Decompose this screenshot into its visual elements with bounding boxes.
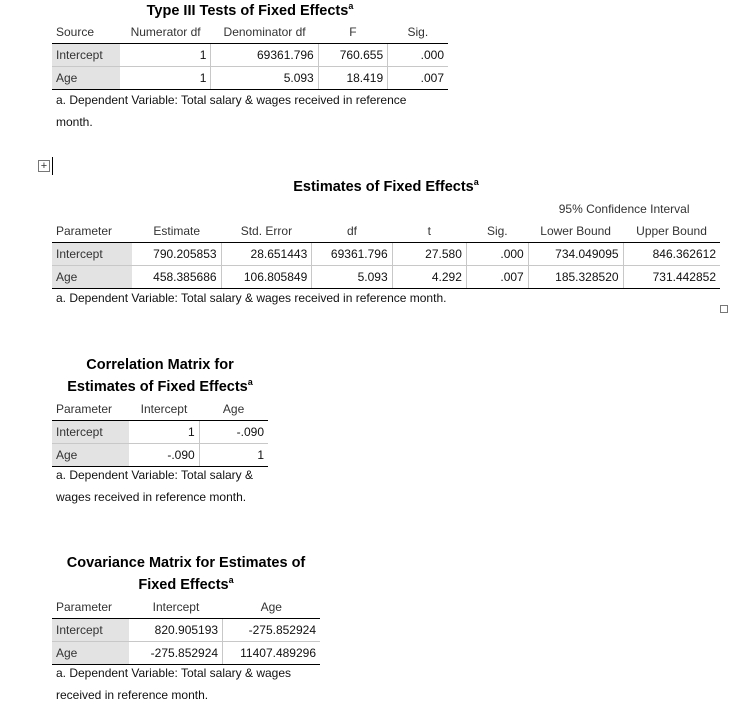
- est-col-df: df: [312, 220, 392, 243]
- tests-footnote: [56, 89, 406, 133]
- row-label: Age: [52, 67, 120, 90]
- cell-value: .000: [466, 243, 528, 266]
- cell-value: -275.852924: [223, 619, 320, 642]
- correlation-title-line2: Estimates of Fixed Effects: [67, 379, 248, 395]
- covariance-table: [52, 596, 320, 665]
- tests-footnote-line1: a. Dependent Variable: Total salary & wages received in reference: [56, 93, 407, 107]
- table-row: [52, 421, 268, 444]
- cell-value: 790.205853: [132, 243, 221, 266]
- tests-title-text: Type III Tests of Fixed Effects: [146, 3, 349, 19]
- cell-value: 27.580: [392, 243, 466, 266]
- table-row: [52, 44, 448, 67]
- row-label: Intercept: [52, 619, 129, 642]
- ci-header-spacer: [52, 198, 528, 220]
- tests-title: [52, 0, 448, 22]
- est-col-std-error: Std. Error: [221, 220, 312, 243]
- row-label: Intercept: [52, 421, 129, 444]
- est-col-lower-bound: Lower Bound: [528, 220, 623, 243]
- corr-col-parameter: Parameter: [52, 398, 129, 421]
- corr-col-age: Age: [199, 398, 268, 421]
- cell-value: 1: [120, 44, 211, 67]
- est-col-upper-bound: Upper Bound: [623, 220, 720, 243]
- cell-value: 731.442852: [623, 266, 720, 289]
- est-col-parameter: Parameter: [52, 220, 132, 243]
- correlation-footnote: [56, 464, 253, 508]
- covariance-footnote: [56, 662, 292, 702]
- cell-value: 1: [129, 421, 199, 444]
- correlation-footnote-line1: a. Dependent Variable: Total salary &: [56, 468, 254, 482]
- row-label: Age: [52, 444, 129, 467]
- correlation-title: [52, 354, 268, 398]
- resize-handle-icon[interactable]: [720, 305, 728, 313]
- covariance-title-note: a: [228, 575, 234, 586]
- cell-value: 5.093: [211, 67, 318, 90]
- table-row: [52, 619, 320, 642]
- cell-value: 1: [199, 444, 268, 467]
- table-row: [52, 243, 720, 266]
- tests-table: [52, 21, 448, 90]
- estimates-title-note: a: [473, 177, 479, 188]
- covariance-title-line1: Covariance Matrix for Estimates of: [66, 555, 306, 571]
- covariance-footnote-line1: a. Dependent Variable: Total salary & wages: [56, 666, 292, 680]
- cell-value: 28.651443: [221, 243, 312, 266]
- move-handle-icon[interactable]: +: [38, 160, 50, 172]
- estimates-title-text: Estimates of Fixed Effects: [293, 179, 474, 195]
- row-label: Age: [52, 266, 132, 289]
- cell-value: 820.905193: [129, 619, 222, 642]
- correlation-title-line1: Correlation Matrix for: [86, 357, 234, 373]
- cell-value: 5.093: [312, 266, 392, 289]
- cell-value: 106.805849: [221, 266, 312, 289]
- cov-col-parameter: Parameter: [52, 596, 129, 619]
- cell-value: 185.328520: [528, 266, 623, 289]
- cell-value: -.090: [199, 421, 268, 444]
- cell-value: .000: [388, 44, 448, 67]
- tests-col-source: Source: [52, 21, 120, 44]
- table-row: [52, 266, 720, 289]
- corr-col-intercept: Intercept: [129, 398, 199, 421]
- estimates-footnote: a. Dependent Variable: Total salary & wages received in reference month.: [56, 291, 447, 305]
- tests-col-f: F: [318, 21, 387, 44]
- cell-value: -.090: [129, 444, 199, 467]
- estimates-table: [52, 198, 720, 289]
- covariance-footnote-line2: received in reference month.: [56, 688, 209, 702]
- cell-value: 11407.489296: [223, 642, 320, 665]
- tests-col-numerator-df: Numerator df: [120, 21, 211, 44]
- tests-title-note: a: [348, 1, 354, 12]
- cell-value: 734.049095: [528, 243, 623, 266]
- cov-col-intercept: Intercept: [129, 596, 222, 619]
- tests-col-denominator-df: Denominator df: [211, 21, 318, 44]
- est-col-estimate: Estimate: [132, 220, 221, 243]
- cell-value: 18.419: [318, 67, 387, 90]
- row-label: Age: [52, 642, 129, 665]
- tests-col-sig: Sig.: [388, 21, 448, 44]
- cell-value: 760.655: [318, 44, 387, 67]
- cell-value: 69361.796: [211, 44, 318, 67]
- covariance-title-line2: Fixed Effects: [138, 577, 229, 593]
- correlation-title-note: a: [247, 377, 253, 388]
- cell-value: 1: [120, 67, 211, 90]
- covariance-title: [52, 552, 320, 596]
- cell-value: 69361.796: [312, 243, 392, 266]
- cell-value: .007: [388, 67, 448, 90]
- cov-col-age: Age: [223, 596, 320, 619]
- correlation-table: [52, 398, 268, 467]
- cell-value: 458.385686: [132, 266, 221, 289]
- cell-value: .007: [466, 266, 528, 289]
- est-col-t: t: [392, 220, 466, 243]
- row-label: Intercept: [52, 243, 132, 266]
- est-col-sig: Sig.: [466, 220, 528, 243]
- correlation-footnote-line2: wages received in reference month.: [56, 490, 247, 504]
- row-label: Intercept: [52, 44, 120, 67]
- tests-footnote-line2: month.: [56, 115, 93, 129]
- table-row: [52, 67, 448, 90]
- cell-value: -275.852924: [129, 642, 222, 665]
- estimates-title: [52, 176, 720, 198]
- cell-value: 4.292: [392, 266, 466, 289]
- ci-header: 95% Confidence Interval: [558, 202, 690, 216]
- cell-value: 846.362612: [623, 243, 720, 266]
